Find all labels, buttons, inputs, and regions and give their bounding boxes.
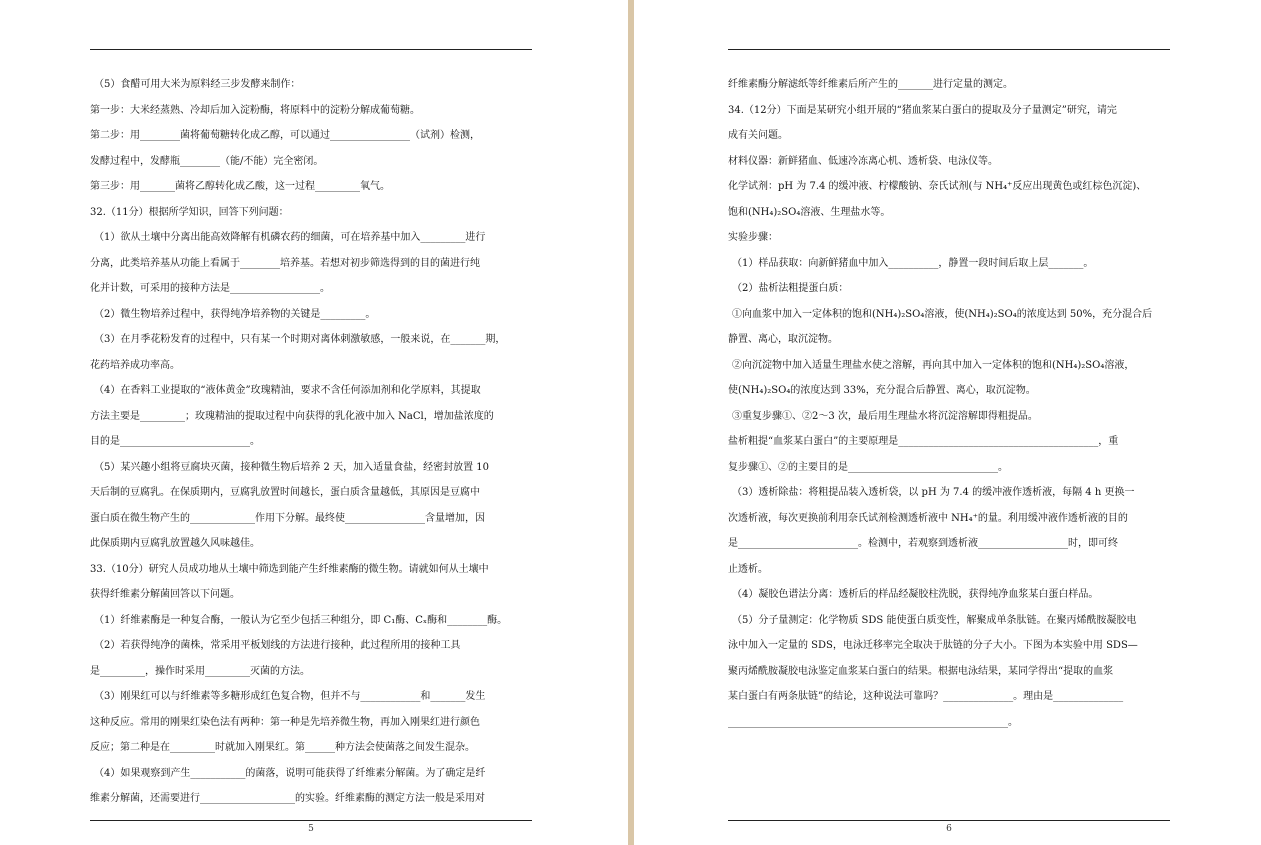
text-line: 材料仪器：新鲜猪血、低速冷冻离心机、透析袋、电泳仪等。	[728, 155, 998, 167]
text-line: （3）在月季花粉发育的过程中，只有某一个时期对离体刺激敏感，一般来说，在_______期，	[94, 334, 506, 345]
text-line: 第三步：用_______菌将乙醇转化成乙酸，这一过程_________氧气。	[90, 181, 390, 192]
text-line: 33.（10分）研究人员成功地从土壤中筛选到能产生纤维素酶的微生物。请就如何从土壤中	[90, 563, 489, 575]
text-line: 使(NH₄)₂SO₄的浓度达到 33%，充分混合后静置、离心，取沉淀物。	[728, 385, 1036, 396]
text-line: ②向沉淀物中加入适量生理盐水使之溶解，再向其中加入一定体积的饱和(NH₄)₂SO₄溶液，	[732, 359, 1135, 371]
text-line: ________________________________________________________。	[728, 716, 1018, 728]
text-line: ③重复步骤①、②2～3 次，最后用生理盐水将沉淀溶解即得粗提品。	[732, 410, 1038, 422]
text-line: 次透析液，每次更换前利用奈氏试剂检测透析液中 NH₄⁺的量。利用缓冲液作透析液的目的	[728, 512, 1128, 524]
document-page-right	[634, 0, 1261, 845]
text-line: （5）某兴趣小组将豆腐块灭菌，接种微生物后培养 2 天，加入适量食盐，经密封放置 10	[94, 461, 489, 473]
text-line: 获得纤维素分解菌回答以下问题。	[90, 589, 240, 600]
text-line: （1）纤维素酶是一种复合酶，一般认为它至少包括三种组分，即 C₁酶、Cₓ酶和________酶。	[94, 614, 508, 626]
text-line: 纤维素酶分解滤纸等纤维素后所产生的_______进行定量的测定。	[728, 79, 1013, 90]
text-line: 成有关问题。	[728, 130, 788, 141]
text-line: 实验步骤：	[728, 232, 778, 243]
text-line: 饱和(NH₄)₂SO₄溶液、生理盐水等。	[728, 206, 891, 218]
text-line: （3）透析除盐：将粗提品装入透析袋，以 pH 为 7.4 的缓冲液作透析液，每隔 4 h 更换一	[732, 487, 1135, 498]
text-line: 第二步：用________菌将葡萄糖转化成乙醇，可以通过________________（试剂）检测，	[90, 130, 480, 141]
text-line: （2）盐析法粗提蛋白质：	[732, 283, 849, 294]
page-number: 6	[946, 824, 952, 834]
text-line: 止透析。	[728, 563, 768, 575]
text-line: （2）微生物培养过程中，获得纯净培养物的关键是_________。	[94, 308, 376, 320]
text-line: （1）欲从土壤中分离出能高效降解有机磷农药的细菌，可在培养基中加入_________进行	[94, 232, 486, 243]
text-line: ①向血浆中加入一定体积的饱和(NH₄)₂SO₄溶液，使(NH₄)₂SO₄的浓度达到 50%，充分混合后	[732, 308, 1153, 320]
page-text-right	[728, 72, 1174, 735]
text-line: （4）如果观察到产生___________的菌落，说明可能获得了纤维素分解菌。为了确定是纤	[94, 767, 486, 779]
page-number: 5	[308, 824, 314, 834]
text-line: （3）刚果红可以与纤维素等多糖形成红色复合物，但并不与____________和_______发生	[94, 691, 486, 702]
text-line: 维素分解菌，还需要进行___________________的实验。纤维素酶的测定方法一般是采用对	[90, 793, 485, 804]
header-rule	[728, 49, 1170, 50]
text-line: （2）若获得纯净的菌株，常采用平板划线的方法进行接种，此过程所用的接种工具	[94, 640, 461, 651]
footer-rule	[728, 820, 1170, 821]
page-text-left	[90, 72, 536, 812]
document-page-left	[0, 0, 628, 845]
text-line: 复步骤①、②的主要目的是______________________________。	[728, 461, 1008, 473]
text-line: 32.（11分）根据所学知识，回答下列问题：	[90, 206, 289, 218]
footer-rule	[90, 820, 532, 821]
text-line: 蛋白质在微生物产生的_____________作用下分解。最终使________________含量增加，因	[90, 512, 485, 524]
text-line: 静置、离心，取沉淀物。	[728, 334, 838, 345]
text-line: 化并计数，可采用的接种方法是__________________。	[90, 283, 330, 294]
text-line: 聚丙烯酰胺凝胶电泳鉴定血浆某白蛋白的结果。根据电泳结果，某同学得出“提取的血浆	[728, 665, 1114, 677]
text-line: 反应；第二种是在_________时就加入刚果红。第______种方法会使菌落之间发生混杂。	[90, 742, 475, 753]
text-line: 天后制的豆腐乳。在保质期内，豆腐乳放置时间越长，蛋白质含量越低，其原因是豆腐中	[90, 487, 480, 498]
text-line: （4）凝胶色谱法分离：透析后的样品经凝胶柱洗脱，获得纯净血浆某白蛋白样品。	[732, 589, 1099, 600]
text-line: 34.（12分）下面是某研究小组开展的“猪血浆某白蛋白的提取及分子量测定”研究，请完	[728, 104, 1117, 116]
text-line: （1）样品获取：向新鲜猪血中加入__________，静置一段时间后取上层_______。	[732, 257, 1094, 269]
text-line: 花药培养成功率高。	[90, 359, 180, 371]
text-line: 某白蛋白有两条肽链”的结论，这种说法可靠吗？______________。理由是______________	[728, 691, 1124, 702]
text-line: （5）食醋可用大米为原料经三步发酵来制作：	[94, 79, 301, 90]
text-line: 是________________________。检测中，若观察到透析液__________________时，即可终	[728, 538, 1118, 549]
text-line: 化学试剂：pH 为 7.4 的缓冲液、柠檬酸钠、奈氏试剂(与 NH₄⁺反应出现黄色或红棕色沉淀)、	[728, 181, 1147, 192]
text-line: （5）分子量测定：化学物质 SDS 能使蛋白质变性，解聚成单条肽链。在聚丙烯酰胺凝胶电	[732, 614, 1137, 626]
text-line: （4）在香料工业提取的“液体黄金”玫瑰精油，要求不含任何添加剂和化学原料，其提取	[94, 385, 481, 396]
text-line: 这种反应。常用的刚果红染色法有两种：第一种是先培养微生物，再加入刚果红进行颜色	[90, 716, 480, 728]
text-line: 盐析粗提“血浆某白蛋白”的主要原理是________________________________________，重	[728, 436, 1119, 447]
text-line: 方法主要是_________；玫瑰精油的提取过程中向获得的乳化液中加入 NaCl，增加盐浓度的	[90, 410, 494, 422]
text-line: 发酵过程中，发酵瓶________（能/不能）完全密闭。	[90, 155, 324, 167]
text-line: 此保质期内豆腐乳放置越久风味越佳。	[90, 538, 260, 549]
text-line: 泳中加入一定量的 SDS，电泳迁移率完全取决于肽链的分子大小。下图为本实验中用 SDS—	[728, 640, 1138, 651]
text-line: 分离，此类培养基从功能上看属于________培养基。若想对初步筛选得到的目的菌进行纯	[90, 257, 480, 269]
text-line: 目的是__________________________。	[90, 436, 260, 447]
text-line: 第一步：大米经蒸熟、冷却后加入淀粉酶，将原料中的淀粉分解成葡萄糖。	[90, 104, 420, 116]
header-rule	[90, 49, 532, 50]
text-line: 是_________，操作时采用_________灭菌的方法。	[90, 665, 310, 677]
